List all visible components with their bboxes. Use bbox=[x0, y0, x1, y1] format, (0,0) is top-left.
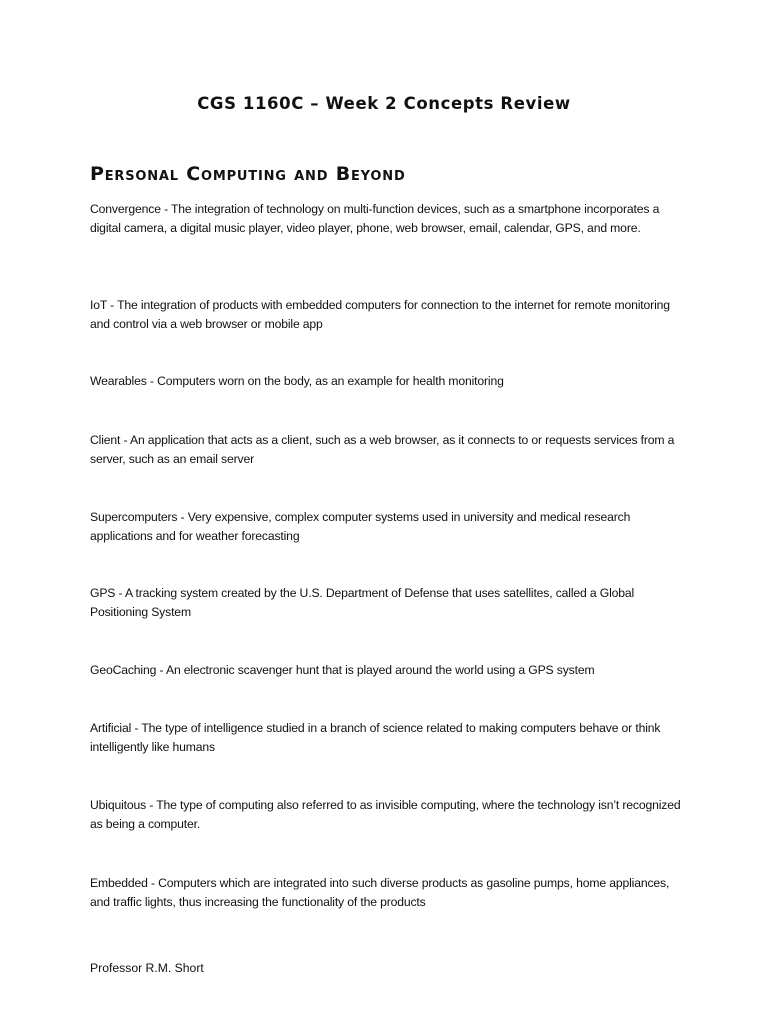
entry-geocaching: GeoCaching - An electronic scavenger hunt that is played around the world using a GPS system bbox=[90, 663, 595, 677]
entry-ubiquitous: Ubiquitous - The type of computing also referred to as invisible computing, where the technology isn’t recognized as being a computer. bbox=[90, 798, 681, 831]
entry-client: Client - An application that acts as a client, such as a web browser, as it connects to or requests services from a server, such as an email server bbox=[90, 433, 675, 466]
entry-convergence: Convergence - The integration of technology on multi-function devices, such as a smartphone incorporates a digital camera, a digital music player, video player, phone, web browser, email, calendar, GPS, and more. bbox=[90, 202, 660, 235]
entry-wearables: Wearables - Computers worn on the body, as an example for health monitoring bbox=[90, 374, 504, 388]
footer-author: Professor R.M. Short bbox=[90, 961, 204, 975]
entry-iot: IoT - The integration of products with embedded computers for connection to the internet for remote monitoring and control via a web browser or mobile app bbox=[90, 298, 670, 331]
entry-artificial: Artificial - The type of intelligence studied in a branch of science related to making computers behave or think intelligently like humans bbox=[90, 721, 661, 754]
entry-embedded: Embedded - Computers which are integrated into such diverse products as gasoline pumps, home appliances, and traffic lights, thus increasing the functionality of the products bbox=[90, 876, 670, 909]
section-heading: Personal Computing and Beyond bbox=[90, 163, 406, 185]
entry-supercomputers: Supercomputers - Very expensive, complex computer systems used in university and medical research applications and for weather forecasting bbox=[90, 510, 631, 543]
entry-gps: GPS - A tracking system created by the U.S. Department of Defense that uses satellites, called a Global Positioning System bbox=[90, 586, 635, 619]
document-title: CGS 1160C – Week 2 Concepts Review bbox=[197, 94, 571, 113]
